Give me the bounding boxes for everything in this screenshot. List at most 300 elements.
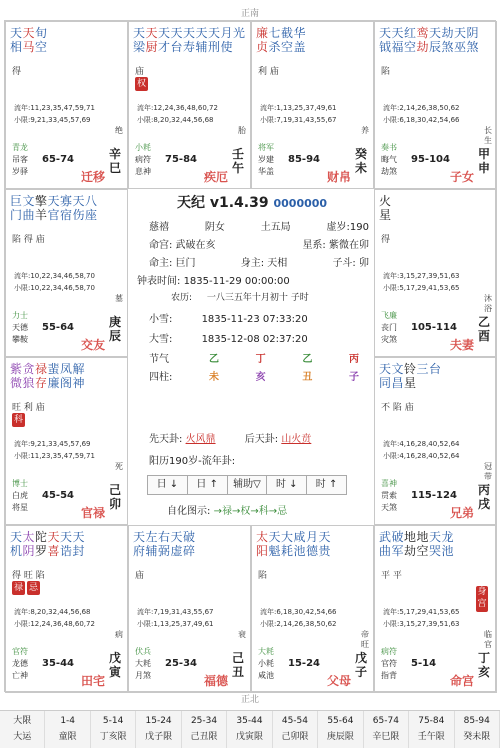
minor-star-1: 力士 bbox=[12, 311, 28, 320]
liunian-text: 流年:3,15,27,39,51,63 bbox=[383, 272, 460, 280]
liunian-text: 流年:11,23,35,47,59,71 bbox=[14, 104, 95, 112]
star-brightness: 陷 bbox=[258, 571, 268, 581]
star-name[interactable]: 七杀 bbox=[268, 26, 281, 54]
star-name[interactable]: 火星 bbox=[379, 194, 392, 222]
chart-id: 0000000 bbox=[273, 197, 328, 210]
decade-tab[interactable] bbox=[273, 711, 318, 748]
person-name: 慈禧 bbox=[149, 222, 169, 233]
star-name[interactable]: 天辰 bbox=[429, 26, 442, 54]
decade-tab[interactable] bbox=[409, 711, 454, 748]
decade-tab[interactable] bbox=[318, 711, 363, 748]
star-name[interactable]: 紫微 bbox=[10, 362, 23, 390]
sizhu-label: 四柱: bbox=[149, 372, 173, 383]
xiaoxian-text: 小限:3,15,27,39,51,63 bbox=[383, 620, 460, 628]
minor-star-2: 晦气 bbox=[381, 155, 397, 164]
star-name[interactable]: 龙池 bbox=[441, 530, 454, 558]
pillar-branch: 未 bbox=[209, 372, 219, 383]
changsheng-stage: 养 bbox=[361, 126, 369, 135]
minor-star-3: 月煞 bbox=[135, 671, 151, 680]
minor-star-2: 天德 bbox=[12, 323, 28, 332]
ming-zhu: 命主: 巨门 bbox=[149, 258, 196, 269]
decade-name: 壬午限 bbox=[417, 732, 445, 742]
decade-range: 65-74 bbox=[42, 154, 74, 165]
decade-range: 115-124 bbox=[411, 490, 457, 501]
gender: 阴女 bbox=[204, 222, 225, 233]
palace-shen[interactable] bbox=[374, 21, 497, 189]
hua-label: 自化图示: bbox=[167, 506, 211, 517]
star-name[interactable]: 月德 bbox=[306, 530, 319, 558]
decade-tab[interactable] bbox=[364, 711, 409, 748]
star-name[interactable]: 旬空 bbox=[35, 26, 48, 54]
daxue-value: 1835-12-08 02:37:20 bbox=[201, 334, 308, 345]
xiaoxian-text: 小限:11,23,35,47,59,71 bbox=[14, 452, 95, 460]
star-name[interactable]: 天府 bbox=[133, 530, 146, 558]
minor-star-1: 将军 bbox=[258, 143, 274, 152]
minor-star-3: 劫煞 bbox=[381, 167, 397, 176]
sihua-badge: 禄 bbox=[13, 583, 23, 593]
palace-name[interactable]: 福德 bbox=[203, 674, 228, 688]
star-name[interactable]: 右弼 bbox=[158, 530, 171, 558]
decade-range: 15-24 bbox=[288, 658, 320, 669]
star-name[interactable]: 铃星 bbox=[404, 362, 417, 390]
minor-star-2: 吊客 bbox=[12, 155, 28, 164]
changsheng-stage: 绝 bbox=[115, 126, 123, 135]
xiaoxian-text: 小限:5,17,29,41,53,65 bbox=[383, 284, 460, 292]
palace-chou[interactable] bbox=[128, 525, 251, 693]
palace-stars bbox=[133, 26, 248, 66]
star-name[interactable]: 天福 bbox=[391, 26, 404, 54]
star-name[interactable]: 天马 bbox=[22, 26, 35, 54]
changsheng-stage: 墓 bbox=[115, 294, 123, 303]
palace-wei[interactable] bbox=[251, 21, 374, 189]
star-name[interactable]: 蜚廉 bbox=[47, 362, 60, 390]
hour-up-button[interactable]: 时 ↑ bbox=[307, 476, 346, 494]
pillar-branch: 丑 bbox=[302, 372, 313, 383]
star-name[interactable]: 禄存 bbox=[35, 362, 48, 390]
minor-star-3: 指背 bbox=[381, 671, 397, 680]
flow-years bbox=[14, 606, 95, 630]
liunian-text: 流年:5,17,29,41,53,65 bbox=[383, 608, 460, 616]
liunian-text: 流年:6,18,30,42,54,66 bbox=[260, 608, 337, 616]
decade-range: 105-114 bbox=[411, 322, 457, 333]
palace-name[interactable]: 疾厄 bbox=[203, 170, 228, 184]
ganzhi: 庚 辰 bbox=[109, 315, 122, 343]
changsheng-stage: 长 生 bbox=[484, 126, 492, 145]
pillar-branch: 亥 bbox=[255, 372, 266, 383]
star-brightness: 庙 bbox=[135, 571, 145, 581]
age: 虚岁:190 bbox=[326, 222, 369, 233]
flow-years bbox=[260, 102, 336, 126]
xiaoxian-text: 小限:4,16,28,40,52,64 bbox=[383, 452, 460, 460]
direction-north: 正北 bbox=[240, 695, 259, 705]
ju: 土五局 bbox=[260, 222, 291, 233]
minor-star-1: 博士 bbox=[12, 479, 28, 488]
palace-footer bbox=[129, 630, 250, 692]
sihua-badge: 身宫 bbox=[476, 586, 488, 612]
star-brightness: 得 bbox=[12, 67, 22, 77]
minor-star-1: 大耗 bbox=[258, 647, 274, 656]
decade-range: 45-54 bbox=[42, 490, 74, 501]
palace-you[interactable] bbox=[374, 189, 497, 357]
decade-tab[interactable] bbox=[227, 711, 272, 748]
decade-name: 戊子限 bbox=[145, 732, 173, 742]
palace-stars bbox=[10, 26, 125, 66]
star-name[interactable]: 武曲 bbox=[379, 530, 392, 558]
changsheng-stage: 临 官 bbox=[484, 630, 492, 649]
palace-footer bbox=[6, 126, 127, 188]
xiaoxian-text: 小限:12,24,36,48,60,72 bbox=[14, 620, 95, 628]
decade-range: 75-84 bbox=[418, 716, 445, 726]
ganzhi: 癸 未 bbox=[355, 147, 368, 175]
xiaoxian-text: 小限:6,18,30,42,54,66 bbox=[383, 116, 460, 124]
minor-star-2: 岁建 bbox=[258, 155, 274, 164]
minor-star-1: 小耗 bbox=[135, 143, 151, 152]
star-name[interactable]: 八座 bbox=[85, 194, 98, 222]
minor-star-3: 将星 bbox=[12, 503, 28, 512]
palace-stars bbox=[10, 530, 125, 570]
shen-zhu: 身主: 天相 bbox=[240, 258, 288, 269]
star-name[interactable]: 截空 bbox=[281, 26, 294, 54]
pillar-stem: 丁 bbox=[255, 354, 266, 365]
palace-zi[interactable] bbox=[251, 525, 374, 693]
palace-wu[interactable] bbox=[128, 21, 251, 189]
hua-sequence: →禄→权→科→忌 bbox=[213, 506, 288, 517]
star-name[interactable]: 天巫 bbox=[454, 26, 467, 54]
palace-stars bbox=[379, 530, 494, 570]
liunian-text: 流年:2,14,26,38,50,62 bbox=[383, 104, 460, 112]
star-name[interactable]: 咸池 bbox=[293, 530, 306, 558]
palace-stars bbox=[10, 362, 125, 402]
star-name[interactable]: 天辅 bbox=[195, 26, 208, 54]
star-name[interactable]: 天厨 bbox=[145, 26, 158, 54]
jieqi-label: 节气 bbox=[149, 354, 169, 365]
star-name[interactable]: 月使 bbox=[220, 26, 233, 54]
time-toolbar bbox=[147, 475, 347, 495]
liunian-text: 流年:7,19,31,43,55,67 bbox=[137, 608, 214, 616]
ganzhi: 己 卯 bbox=[109, 483, 122, 511]
palace-name[interactable]: 田宅 bbox=[80, 674, 105, 688]
xiaoxian-text: 小限:8,20,32,44,56,68 bbox=[137, 116, 214, 124]
star-name[interactable]: 天相 bbox=[10, 26, 23, 54]
day-up-button[interactable]: 日 ↑ bbox=[188, 476, 228, 494]
decade-range: 55-64 bbox=[327, 716, 354, 726]
minor-star-3: 攀鞍 bbox=[12, 335, 28, 344]
star-name[interactable]: 三 bbox=[416, 362, 429, 376]
changsheng-stage: 冠 带 bbox=[484, 462, 492, 481]
decade-range: 大限 bbox=[13, 716, 32, 726]
minor-star-3: 岁驿 bbox=[12, 167, 28, 176]
decade-tab[interactable] bbox=[455, 711, 500, 748]
pillar-stem: 乙 bbox=[302, 354, 313, 365]
decade-range: 35-44 bbox=[236, 716, 263, 726]
decade-range: 15-24 bbox=[145, 716, 172, 726]
star-name[interactable]: 破军 bbox=[391, 530, 404, 558]
pillar-stem: 乙 bbox=[209, 354, 219, 365]
clock-label: 钟表时间: bbox=[137, 276, 181, 287]
xiaoxian-text: 小限:2,14,26,38,50,62 bbox=[260, 620, 337, 628]
houtian-label: 后天卦: bbox=[244, 434, 279, 445]
ming-gong: 命宫: 武破在亥 bbox=[149, 240, 216, 251]
star-name[interactable]: 廉贞 bbox=[256, 26, 269, 54]
palace-stars bbox=[133, 530, 248, 570]
palace-name[interactable]: 迁移 bbox=[80, 170, 105, 184]
minor-star-2: 大耗 bbox=[135, 659, 151, 668]
palace-footer bbox=[375, 126, 496, 188]
decade-name: 己丑限 bbox=[190, 732, 218, 742]
lunar-value: 一八三五年十月初十 子时 bbox=[206, 293, 309, 303]
decade-range: 5-14 bbox=[411, 658, 437, 669]
star-name[interactable]: 解神 bbox=[72, 362, 85, 390]
decade-name: 癸未限 bbox=[463, 732, 491, 742]
star-brightness: 得 旺 陷 bbox=[12, 571, 45, 581]
minor-star-3: 灾煞 bbox=[381, 335, 397, 344]
palace-stars bbox=[379, 194, 494, 234]
decade-range: 35-44 bbox=[42, 658, 74, 669]
star-name[interactable]: 天机 bbox=[10, 530, 23, 558]
star-name[interactable]: 天才 bbox=[158, 26, 171, 54]
minor-star-3: 华盖 bbox=[258, 167, 274, 176]
flow-years bbox=[383, 606, 459, 630]
star-brightness: 陷 bbox=[381, 67, 391, 77]
star-name[interactable]: 天诰 bbox=[60, 530, 73, 558]
palace-name[interactable]: 兄弟 bbox=[449, 506, 474, 520]
xiantian-label: 先天卦: bbox=[149, 434, 183, 445]
ganzhi: 戊 子 bbox=[355, 651, 368, 679]
star-brightness: 旺 利 庙 bbox=[12, 403, 45, 413]
palace-si[interactable] bbox=[5, 21, 128, 189]
decade-name: 丁亥限 bbox=[99, 732, 127, 742]
star-name[interactable]: 天喜 bbox=[47, 530, 60, 558]
decade-tab[interactable] bbox=[91, 711, 136, 748]
decade-tab[interactable] bbox=[45, 711, 90, 748]
palace-name[interactable]: 父母 bbox=[326, 674, 351, 688]
palace-stars bbox=[10, 194, 125, 234]
xiantian-value[interactable]: 火风鼎 bbox=[185, 434, 216, 445]
star-name[interactable]: 大耗 bbox=[281, 530, 294, 558]
decade-tab[interactable] bbox=[182, 711, 227, 748]
sihua-badge: 科 bbox=[13, 415, 23, 425]
minor-star-2: 病符 bbox=[135, 155, 151, 164]
minor-star-2: 官符 bbox=[381, 659, 397, 668]
houtian-value[interactable]: 山火贲 bbox=[281, 434, 312, 445]
decade-name: 辛巳限 bbox=[372, 732, 400, 742]
star-name[interactable]: 天梁 bbox=[133, 26, 146, 54]
star-name[interactable]: 天虚 bbox=[170, 530, 183, 558]
star-name[interactable]: 红空 bbox=[404, 26, 417, 54]
changsheng-stage: 胎 bbox=[238, 126, 246, 135]
changsheng-stage: 衰 bbox=[238, 630, 246, 639]
minor-star-2: 白虎 bbox=[12, 491, 28, 500]
star-name[interactable]: 鸾劫 bbox=[416, 26, 429, 54]
star-name[interactable]: 天寿 bbox=[183, 26, 196, 54]
sihua-badge: 权 bbox=[136, 79, 146, 89]
minor-star-1: 病符 bbox=[381, 647, 397, 656]
star-name[interactable]: 太阴 bbox=[22, 530, 35, 558]
minor-star-2: 贯索 bbox=[381, 491, 397, 500]
star-name[interactable]: 文昌 bbox=[391, 362, 404, 390]
decade-bar bbox=[0, 710, 500, 748]
minor-star-1: 伏兵 bbox=[135, 647, 151, 656]
app-title: 天纪 v1.4.39 bbox=[177, 195, 269, 211]
minor-star-2: 小耗 bbox=[258, 659, 274, 668]
star-brightness: 庙 bbox=[135, 67, 145, 77]
palace-name[interactable]: 财帛 bbox=[326, 170, 351, 184]
minor-star-1: 飞廉 bbox=[381, 311, 397, 320]
flow-years bbox=[137, 606, 213, 630]
ganzhi: 壬 午 bbox=[232, 147, 245, 175]
star-name[interactable]: 文曲 bbox=[22, 194, 35, 222]
pillars-branches bbox=[209, 368, 359, 383]
pillars-stems bbox=[209, 350, 359, 365]
liunian-text: 流年:8,20,32,44,56,68 bbox=[14, 608, 91, 616]
star-name[interactable]: 地劫 bbox=[404, 530, 417, 558]
changsheng-stage: 沐 浴 bbox=[484, 294, 492, 313]
star-brightness: 得 bbox=[381, 235, 391, 245]
palace-name[interactable]: 交友 bbox=[80, 338, 105, 352]
star-name[interactable]: 天钺 bbox=[379, 26, 392, 54]
palace-yin[interactable] bbox=[5, 525, 128, 693]
assist-dropdown[interactable]: 辅助▽ bbox=[228, 476, 268, 494]
star-name[interactable]: 贪狼 bbox=[22, 362, 35, 390]
zi-dou: 子斗: 卯 bbox=[332, 258, 369, 269]
star-name[interactable]: 天台 bbox=[170, 26, 183, 54]
star-name[interactable]: 陀罗 bbox=[35, 530, 48, 558]
star-name[interactable]: 天刑 bbox=[208, 26, 221, 54]
decade-range: 75-84 bbox=[165, 154, 197, 165]
star-name[interactable]: 凤阁 bbox=[60, 362, 73, 390]
palace-mao[interactable] bbox=[5, 357, 128, 525]
palace-footer bbox=[129, 126, 250, 188]
star-brightness: 陷 得 庙 bbox=[12, 235, 45, 245]
decade-range: 25-34 bbox=[190, 716, 218, 726]
palace-name[interactable]: 官禄 bbox=[80, 506, 105, 520]
star-name[interactable]: 天官 bbox=[47, 194, 60, 222]
clock-value: 1835-11-29 00:00:00 bbox=[183, 276, 290, 287]
decade-range: 45-54 bbox=[281, 716, 309, 726]
liunian-text: 流年:9,21,33,45,57,69 bbox=[14, 440, 91, 448]
star-name[interactable]: 巨门 bbox=[10, 194, 23, 222]
changsheng-stage: 病 bbox=[115, 630, 123, 639]
palace-footer bbox=[252, 126, 373, 188]
palace-xu[interactable] bbox=[374, 357, 497, 525]
ganzhi: 甲 申 bbox=[478, 147, 491, 175]
star-name[interactable]: 擎羊 bbox=[35, 194, 48, 222]
flow-years bbox=[383, 438, 459, 462]
day-down-button[interactable]: 日 ↓ bbox=[148, 476, 188, 494]
pillar-stem: 丙 bbox=[348, 354, 359, 365]
decade-tab[interactable] bbox=[136, 711, 181, 748]
palace-footer bbox=[375, 462, 496, 524]
xiaoxian-text: 小限:1,13,25,37,49,61 bbox=[137, 620, 214, 628]
minor-star-3: 息神 bbox=[135, 167, 151, 176]
decade-range: 1-4 bbox=[60, 716, 76, 726]
minor-star-1: 官符 bbox=[12, 647, 28, 656]
pillar-branch: 子 bbox=[348, 372, 359, 383]
lunar-label: 农历: bbox=[171, 293, 193, 303]
star-name[interactable]: 天贵 bbox=[318, 530, 331, 558]
decade-range: 95-104 bbox=[411, 154, 450, 165]
yangli-line: 阳历190岁-流年卦: bbox=[149, 456, 236, 467]
changsheng-stage: 死 bbox=[115, 462, 123, 471]
minor-star-3: 天煞 bbox=[381, 503, 397, 512]
palace-footer bbox=[375, 294, 496, 356]
star-name[interactable]: 地空 bbox=[416, 530, 429, 558]
liunian-text: 流年:1,13,25,37,49,61 bbox=[260, 104, 337, 112]
decade-name: 童限 bbox=[58, 732, 77, 742]
daxue-label: 大雪: bbox=[149, 334, 173, 345]
liunian-text: 流年:10,22,34,46,58,70 bbox=[14, 272, 95, 280]
star-name[interactable]: 劫煞 bbox=[441, 26, 454, 54]
decade-name: 大运 bbox=[13, 732, 32, 742]
minor-star-1: 青龙 bbox=[12, 143, 28, 152]
star-name[interactable]: 华盖 bbox=[293, 26, 306, 54]
palace-footer bbox=[252, 630, 373, 692]
flow-years bbox=[14, 270, 95, 294]
star-name[interactable]: 天哭 bbox=[429, 530, 442, 558]
minor-star-1: 奏书 bbox=[381, 143, 397, 152]
star-name[interactable]: 天魁 bbox=[268, 530, 281, 558]
star-system: 星系: 紫微在卯 bbox=[302, 240, 369, 251]
xiaoxian-text: 小限:7,19,31,43,55,67 bbox=[260, 116, 337, 124]
star-name[interactable]: 破碎 bbox=[183, 530, 196, 558]
flow-years bbox=[14, 102, 95, 126]
decade-range: 55-64 bbox=[42, 322, 74, 333]
liunian-text: 流年:4,16,28,40,52,64 bbox=[383, 440, 460, 448]
star-name[interactable]: 寡宿 bbox=[60, 194, 73, 222]
star-name[interactable]: 台 bbox=[429, 362, 442, 376]
decade-range: 85-94 bbox=[463, 716, 490, 726]
star-name[interactable]: 左辅 bbox=[145, 530, 158, 558]
liunian-text: 流年:12,24,36,48,60,72 bbox=[137, 104, 218, 112]
palace-footer bbox=[6, 630, 127, 692]
minor-star-2: 龙德 bbox=[12, 659, 28, 668]
ganzhi: 辛 巳 bbox=[109, 147, 122, 175]
ganzhi: 戊 寅 bbox=[109, 651, 122, 679]
xiaoxian-text: 小限:10,22,34,46,58,70 bbox=[14, 284, 95, 292]
palace-stars bbox=[379, 26, 494, 66]
star-name[interactable]: 光 bbox=[233, 26, 246, 40]
palace-name[interactable]: 夫妻 bbox=[449, 338, 474, 352]
palace-name[interactable]: 命宫 bbox=[449, 674, 474, 688]
star-brightness: 不 陷 庙 bbox=[381, 403, 414, 413]
star-name[interactable]: 阴煞 bbox=[466, 26, 479, 54]
decade-name: 戊寅限 bbox=[235, 732, 263, 742]
star-name[interactable]: 天封 bbox=[72, 530, 85, 558]
decade-tab[interactable] bbox=[0, 711, 45, 748]
star-name[interactable]: 天伤 bbox=[72, 194, 85, 222]
minor-star-2: 丧门 bbox=[381, 323, 397, 332]
flow-years bbox=[260, 606, 336, 630]
center-info-panel bbox=[127, 190, 369, 520]
flow-years bbox=[383, 102, 459, 126]
palace-hai[interactable] bbox=[374, 525, 497, 693]
decade-range: 65-74 bbox=[372, 716, 399, 726]
minor-star-1: 喜神 bbox=[381, 479, 397, 488]
xiaoxian-text: 小限:9,21,33,45,57,69 bbox=[14, 116, 91, 124]
hour-down-button[interactable]: 时 ↓ bbox=[267, 476, 307, 494]
flow-years bbox=[14, 438, 95, 462]
palace-footer bbox=[6, 462, 127, 524]
star-name[interactable]: 太阳 bbox=[256, 530, 269, 558]
palace-name[interactable]: 子女 bbox=[449, 170, 474, 184]
star-name[interactable]: 天同 bbox=[379, 362, 392, 390]
decade-range: 85-94 bbox=[288, 154, 320, 165]
sihua-badge: 忌 bbox=[28, 583, 38, 593]
minor-star-3: 亡神 bbox=[12, 671, 28, 680]
palace-chen[interactable] bbox=[5, 189, 128, 357]
palace-footer bbox=[6, 294, 127, 356]
ganzhi: 丙 戌 bbox=[478, 483, 491, 511]
